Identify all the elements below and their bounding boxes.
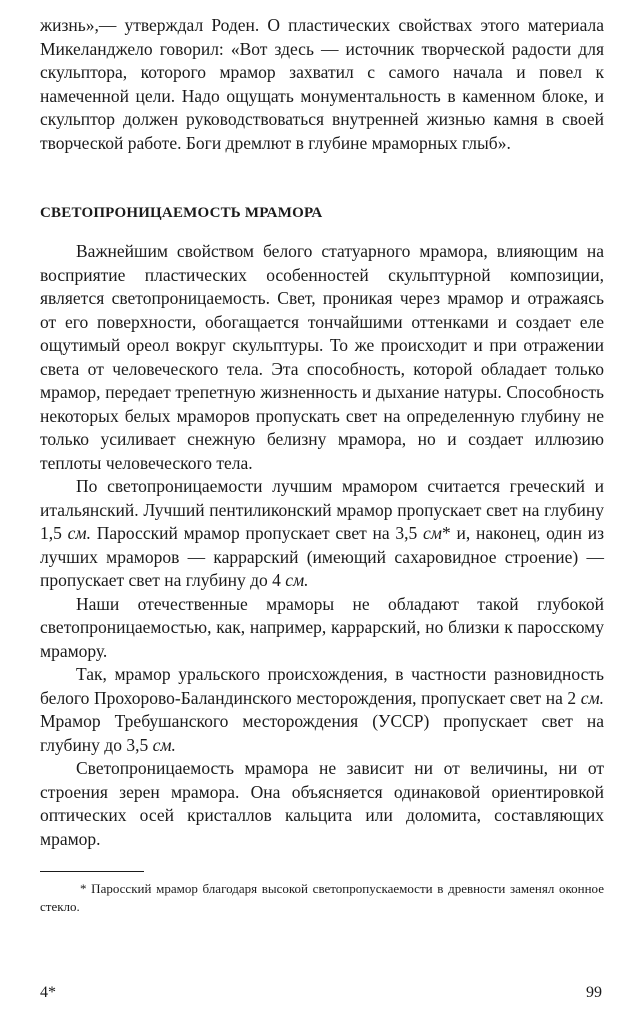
footnote-divider xyxy=(40,871,144,872)
paragraph-translucency-intro: Важнейшим свойством белого статуарного мрамора, влияющим на восприятие пластических особенностей скульптурной композиции, является светопроницаемость. Свет, проникая через мрамор и отражаясь от его поверхности, обогащается тончайшими оттенками и создает еле ощутимый ореол вокруг скульптуры. То же происходит и при отражении света от человеческого тела. Эта способность, которой обладает только мрамор, передает трепетную жизненность и дыхание натуры. Способность некоторых белых мраморов пропускать свет на определенную глубину не только усиливает снежную белизну мрамора, но и создает иллюзию теплоты человеческого тела. xyxy=(40,241,604,473)
unit-cm: см. xyxy=(580,687,604,708)
book-page xyxy=(40,14,604,916)
paragraph-text: и, наконец, один из лучших мраморов — каррарский (имеющий сахаровидное строение) — пропускает свет на глубину до 4 xyxy=(40,523,605,590)
paragraph-domestic-marbles: Наши отечественные мраморы не обладают такой глубокой светопроницаемостью, как, например, каррарский, но близки к паросскому мрамору. xyxy=(40,593,604,661)
paragraph-text: Паросский мрамор пропускает свет на 3,5 xyxy=(90,523,424,543)
unit-cm: см. xyxy=(152,734,176,755)
unit-cm: см xyxy=(423,523,442,543)
paragraph-best-marbles xyxy=(40,475,604,593)
footnote: * Паросский мрамор благодаря высокой светопропускаемости в древности заменял оконное стекло. xyxy=(40,881,604,914)
footnote-marker: * xyxy=(441,523,451,543)
paragraph-ural-marble xyxy=(40,663,604,757)
continued-paragraph: жизнь»,— утверждал Роден. О пластических свойствах этого материала Микеланджело говорил: «Вот здесь — источник творческой радости для скульптора, которого мрамор захватил с самого начала и повел к намеченной цели. Надо ощущать монументальность в каменном блоке, и скульптор должен руководствоваться внутренней жизнью камня в своей творческой работе. Боги дремлют в глубине мраморных глыб». xyxy=(40,15,604,153)
paragraph-text: Так, мрамор уральского происхождения, в частности разновидность белого Прохорово-Баландинского месторождения, пропускает свет на 2 xyxy=(40,664,604,708)
paragraph-text: По светопроницаемости лучшим мрамором считается греческий и итальянский. Лучший пентиликонский мрамор пропускает свет на глубину 1,5 xyxy=(40,476,604,543)
page-number: 99 xyxy=(586,984,602,1001)
unit-cm: см. xyxy=(285,570,309,590)
unit-cm: см. xyxy=(67,523,91,543)
section-heading: СВЕТОПРОНИЦАЕМОСТЬ МРАМОРА xyxy=(40,205,323,221)
signature-mark: 4* xyxy=(40,984,56,1001)
paragraph-crystal-orientation: Светопроницаемость мрамора не зависит ни от величины, ни от строения зерен мрамора. Она объясняется одинаковой ориентировкой оптических осей кристаллов кальцита или доломита, составляющих мрамор. xyxy=(40,758,604,849)
paragraph-text: Мрамор Требушанского месторождения (УССР) пропускает свет на глубину до 3,5 xyxy=(40,711,604,755)
